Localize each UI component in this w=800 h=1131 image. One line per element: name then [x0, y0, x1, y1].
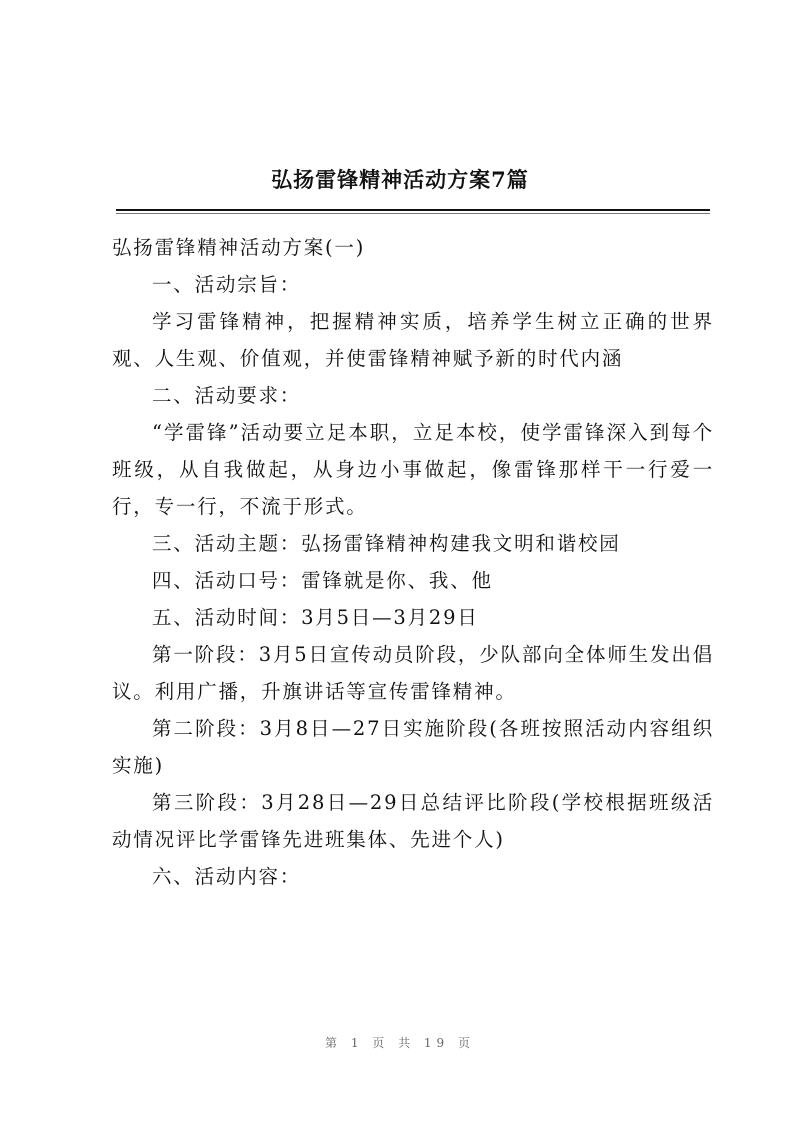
paragraph-section-1-body: 学习雷锋精神，把握精神实质，培养学生树立正确的世界观、人生观、价值观，并使雷锋精神赋予新的时代内涵 [112, 310, 714, 370]
title-underline-thin [116, 213, 710, 214]
paragraph-phase-2: 第二阶段：3月8日—27日实施阶段(各班按照活动内容组织实施) [112, 717, 714, 777]
paragraph-section-6-title: 六、活动内容： [152, 865, 302, 888]
paragraph-section-5: 五、活动时间：3月5日—3月29日 [152, 606, 479, 629]
document-body [112, 229, 714, 895]
paragraph-section-3: 三、活动主题：弘扬雷锋精神构建我文明和谐校园 [152, 532, 621, 555]
paragraph-heading: 弘扬雷锋精神活动方案(一) [112, 236, 366, 259]
page-number-footer: 第 1 页 共 19 页 [325, 1036, 475, 1050]
paragraph-phase-1: 第一阶段：3月5日宣传动员阶段，少队部向全体师生发出倡议。利用广播，升旗讲话等宣传雷锋精神。 [112, 643, 714, 703]
paragraph-section-2-title: 二、活动要求： [152, 384, 302, 407]
paragraph-section-1-title: 一、活动宗旨： [152, 273, 302, 296]
document-title: 弘扬雷锋精神活动方案7篇 [271, 167, 529, 192]
title-underline [116, 209, 710, 211]
paragraph-phase-3: 第三阶段：3月28日—29日总结评比阶段(学校根据班级活动情况评比学雷锋先进班集体、先进个人) [112, 791, 714, 851]
paragraph-section-4: 四、活动口号：雷锋就是你、我、他 [152, 569, 493, 592]
paragraph-section-2-body: “学雷锋”活动要立足本职，立足本校，使学雷锋深入到每个班级，从自我做起，从身边小事做起，像雷锋那样干一行爱一行，专一行，不流于形式。 [112, 421, 714, 518]
